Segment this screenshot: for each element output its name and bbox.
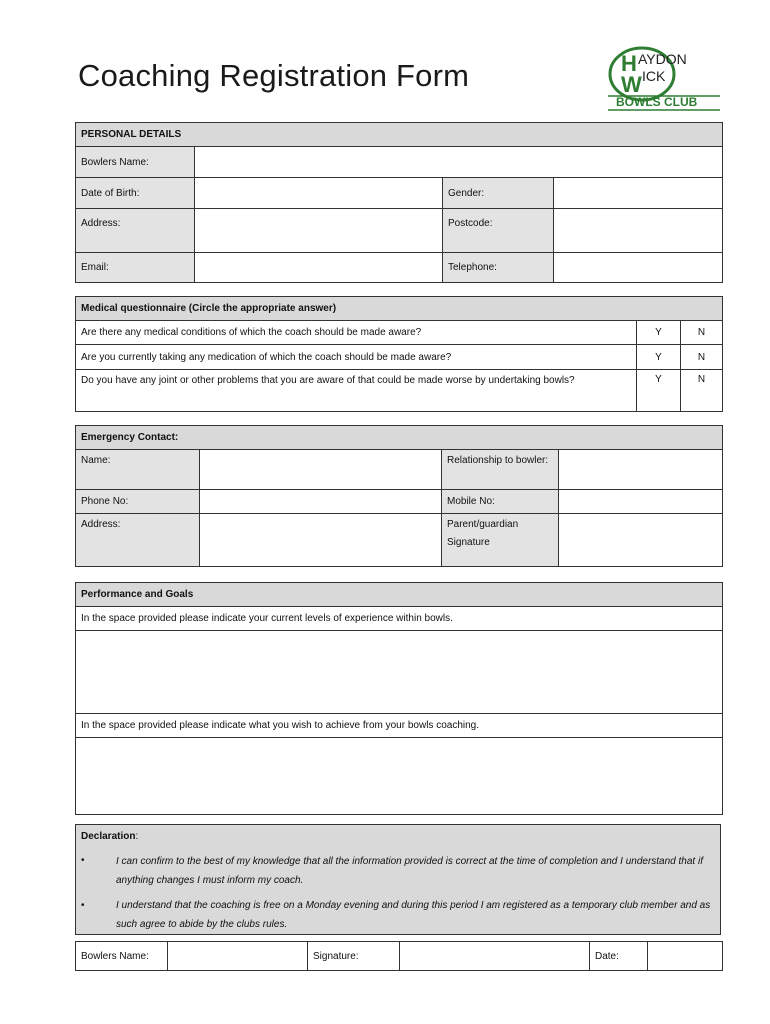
personal-details-header: PERSONAL DETAILS: [76, 123, 723, 147]
personal-details-table: [75, 122, 723, 283]
q3-no-option[interactable]: N: [681, 370, 723, 412]
telephone-field[interactable]: [554, 253, 723, 283]
emergency-name-label: Name:: [76, 450, 200, 490]
declaration-title: Declaration: [81, 831, 136, 842]
experience-field[interactable]: [76, 631, 723, 714]
signature-table: [75, 941, 723, 971]
footer-signature-field[interactable]: [400, 942, 590, 971]
q3-yes-option[interactable]: Y: [637, 370, 681, 412]
medical-table: [75, 296, 723, 412]
emergency-name-field[interactable]: [200, 450, 442, 490]
achieve-prompt: In the space provided please indicate what you wish to achieve from your bowls coaching.: [76, 714, 723, 738]
logo-letter-h: H: [621, 51, 637, 76]
gender-label: Gender:: [443, 178, 554, 209]
q2-no-option[interactable]: N: [681, 345, 723, 370]
phone-label: Phone No:: [76, 490, 200, 514]
telephone-label: Telephone:: [443, 253, 554, 283]
bullet-2: •: [81, 900, 85, 911]
achieve-field[interactable]: [76, 738, 723, 815]
logo-line1: AYDON: [638, 51, 687, 67]
q2-yes-option[interactable]: Y: [637, 345, 681, 370]
parent-signature-label: Parent/guardian Signature: [442, 514, 559, 567]
parent-signature-field[interactable]: [559, 514, 723, 567]
medical-question-1: Are there any medical conditions of which the coach should be made aware?: [76, 321, 637, 345]
declaration-item-2: I understand that the coaching is free on a Monday evening and during this period I am registered as a temporary club member and as such agree to abide by the clubs rules.: [116, 900, 711, 930]
email-label: Email:: [76, 253, 195, 283]
bowlers-name-field[interactable]: [195, 147, 723, 178]
emergency-contact-table: [75, 425, 723, 567]
relationship-label: Relationship to bowler:: [442, 450, 559, 490]
footer-date-label: Date:: [590, 942, 648, 971]
club-logo: [604, 44, 724, 112]
address-field[interactable]: [195, 209, 443, 253]
email-field[interactable]: [195, 253, 443, 283]
mobile-label: Mobile No:: [442, 490, 559, 514]
medical-question-2: Are you currently taking any medication of which the coach should be made aware?: [76, 345, 637, 370]
logo-line2: ICK: [642, 68, 666, 84]
postcode-field[interactable]: [554, 209, 723, 253]
declaration-item-1: I can confirm to the best of my knowledge that all the information provided is correct at the time of completion and I understand that if anything changes I must inform my coach.: [116, 856, 703, 886]
footer-signature-label: Signature:: [308, 942, 400, 971]
dob-label: Date of Birth:: [76, 178, 195, 209]
performance-header: Performance and Goals: [76, 583, 723, 607]
experience-prompt: In the space provided please indicate your current levels of experience within bowls.: [76, 607, 723, 631]
declaration-box: [75, 824, 721, 935]
bullet-1: •: [81, 855, 85, 866]
logo-letter-w: W: [621, 72, 642, 97]
address-label: Address:: [76, 209, 195, 253]
gender-field[interactable]: [554, 178, 723, 209]
declaration-title-row: [81, 831, 138, 842]
emergency-header: Emergency Contact:: [76, 426, 723, 450]
mobile-field[interactable]: [559, 490, 723, 514]
form-title: Coaching Registration Form: [78, 58, 470, 93]
performance-table: [75, 582, 723, 815]
q1-yes-option[interactable]: Y: [637, 321, 681, 345]
medical-header: Medical questionnaire (Circle the appropriate answer): [76, 297, 723, 321]
footer-bowlers-name-field[interactable]: [168, 942, 308, 971]
postcode-label: Postcode:: [443, 209, 554, 253]
emergency-address-label: Address:: [76, 514, 200, 567]
footer-bowlers-name-label: Bowlers Name:: [76, 942, 168, 971]
emergency-address-field[interactable]: [200, 514, 442, 567]
bowlers-name-label: Bowlers Name:: [76, 147, 195, 178]
q1-no-option[interactable]: N: [681, 321, 723, 345]
dob-field[interactable]: [195, 178, 443, 209]
footer-date-field[interactable]: [648, 942, 723, 971]
declaration-colon: :: [135, 831, 139, 842]
relationship-field[interactable]: [559, 450, 723, 490]
logo-line3: BOWLS CLUB: [616, 95, 698, 109]
medical-question-3: Do you have any joint or other problems that you are aware of that could be made worse by undertaking bowls?: [76, 370, 637, 412]
phone-field[interactable]: [200, 490, 442, 514]
